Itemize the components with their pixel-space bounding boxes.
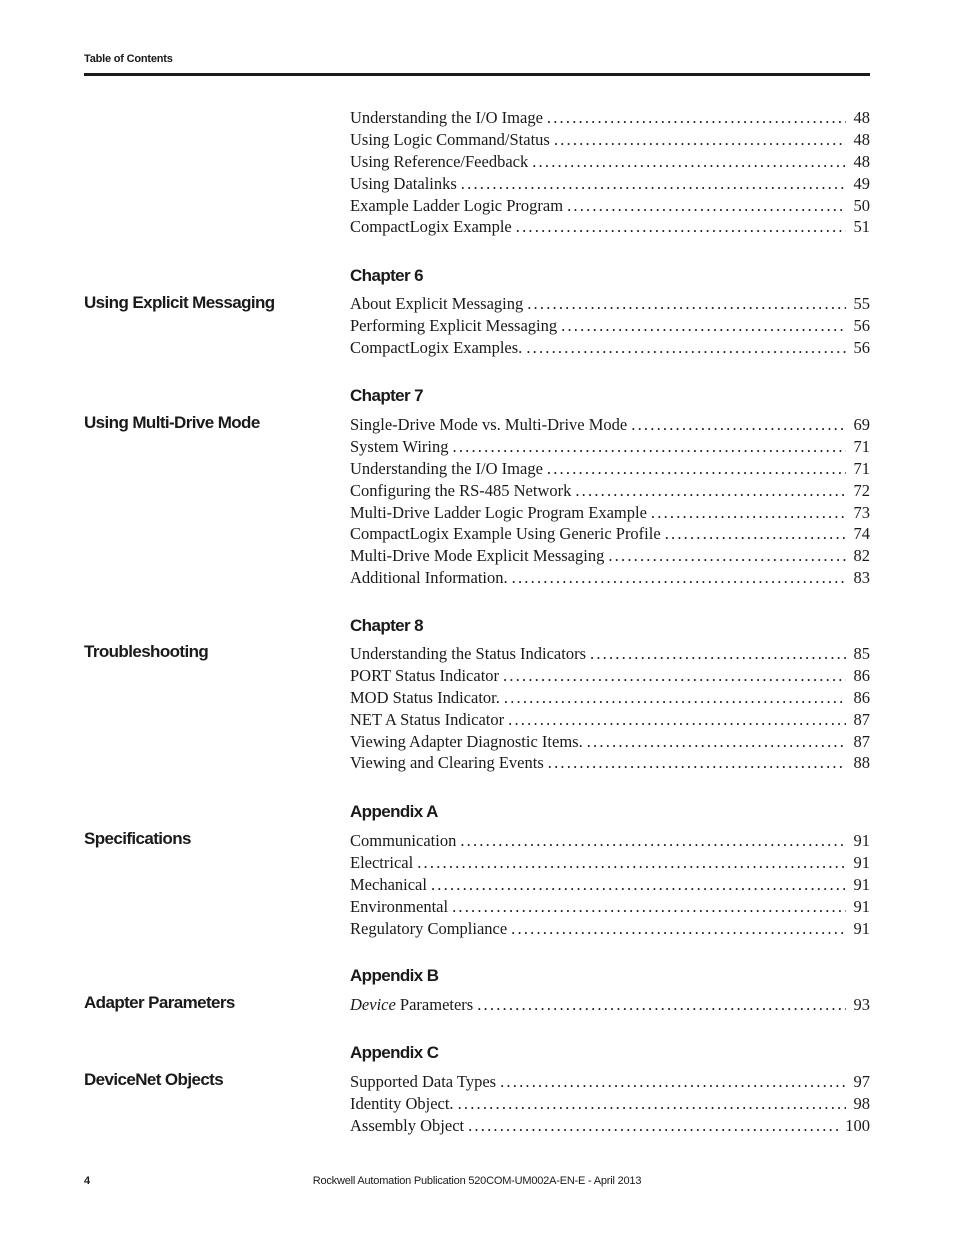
toc-entry-page: 82	[853, 546, 870, 566]
toc-entry-title: Multi-Drive Ladder Logic Program Example	[350, 502, 647, 522]
toc-entry[interactable]	[350, 195, 870, 217]
toc-leader-dots	[431, 874, 846, 896]
toc-leader-dots	[460, 830, 846, 852]
toc-entry[interactable]	[350, 1115, 870, 1137]
toc-leader-dots	[512, 567, 846, 589]
toc-entry[interactable]	[350, 665, 870, 687]
toc-entry-page: 86	[853, 687, 870, 707]
toc-leader-dots	[651, 502, 846, 524]
toc-entry-title: Mechanical	[350, 874, 427, 894]
toc-entry-page: 49	[853, 173, 870, 193]
toc-leader-dots	[511, 918, 846, 940]
toc-leader-dots	[500, 1071, 846, 1093]
toc-chapter-7-list	[350, 414, 870, 589]
toc-entry-page: 48	[853, 129, 870, 149]
toc-leader-dots	[477, 994, 846, 1016]
toc-entry-title: Using Reference/Feedback	[350, 151, 529, 171]
toc-entry[interactable]	[350, 643, 870, 665]
chapter-label: Chapter 7	[350, 386, 424, 405]
toc-entry-title: Understanding the I/O Image	[350, 108, 543, 127]
chapter-label: Appendix B	[350, 966, 439, 985]
toc-entry[interactable]	[350, 436, 870, 458]
toc-entry[interactable]	[350, 1071, 870, 1093]
toc-entry-page: 48	[853, 108, 870, 127]
toc-leader-dots	[461, 173, 846, 195]
header-rule	[84, 73, 870, 76]
toc-entry[interactable]	[350, 129, 870, 151]
toc-entry[interactable]	[350, 151, 870, 173]
section-title[interactable]: Using Multi-Drive Mode	[84, 413, 260, 432]
toc-entry-title: Configuring the RS-485 Network	[350, 480, 572, 500]
toc-entry-title: Additional Information.	[350, 568, 508, 588]
toc-entry-page: 91	[853, 831, 870, 850]
toc-entry-page: 93	[853, 995, 870, 1014]
toc-entry-title: Environmental	[350, 896, 449, 916]
toc-leader-dots	[458, 1093, 846, 1115]
toc-entry[interactable]	[350, 315, 870, 337]
toc-entry-title: Electrical	[350, 852, 414, 872]
toc-leader-dots	[587, 731, 846, 753]
toc-entry-page: 85	[853, 644, 870, 663]
toc-entry-title: NET A Status Indicator	[350, 709, 505, 729]
toc-entry[interactable]	[350, 874, 870, 896]
toc-leader-dots	[575, 480, 846, 502]
section-title[interactable]: Using Explicit Messaging	[84, 293, 275, 312]
section-title[interactable]: Troubleshooting	[84, 642, 209, 661]
toc-entry-page: 73	[853, 502, 870, 522]
toc-entry[interactable]	[350, 830, 870, 852]
toc-leader-dots	[547, 458, 846, 480]
toc-entry[interactable]	[350, 216, 870, 238]
toc-leader-dots	[527, 293, 846, 315]
toc-entry-title: Single-Drive Mode vs. Multi-Drive Mode	[350, 415, 628, 434]
toc-entry-page: 87	[853, 731, 870, 751]
toc-entry-title-rest: Parameters	[395, 995, 474, 1014]
toc-appendix-a-list	[350, 830, 870, 939]
toc-entry[interactable]	[350, 293, 870, 315]
toc-entry-page: 71	[853, 436, 870, 456]
toc-leader-dots	[516, 216, 846, 238]
toc-entry[interactable]	[350, 731, 870, 753]
toc-leader-dots	[548, 752, 846, 774]
toc-entry[interactable]	[350, 107, 870, 129]
toc-entry-title: Using Logic Command/Status	[350, 129, 550, 149]
toc-entry-page: 83	[853, 568, 870, 588]
toc-entry[interactable]	[350, 458, 870, 480]
toc-leader-dots	[503, 665, 846, 687]
toc-entry[interactable]	[350, 414, 870, 436]
toc-entry-title: Communication	[350, 831, 457, 850]
toc-leader-dots	[608, 545, 846, 567]
toc-appendix-b-list	[350, 994, 870, 1016]
toc-leader-dots	[508, 709, 846, 731]
toc-entry-page: 98	[853, 1093, 870, 1113]
toc-entry-page: 48	[853, 151, 870, 171]
toc-leader-dots	[590, 643, 846, 665]
toc-entry[interactable]	[350, 567, 870, 589]
toc-entry[interactable]	[350, 752, 870, 774]
toc-entry[interactable]	[350, 709, 870, 731]
toc-leader-dots	[547, 107, 846, 129]
section-title[interactable]: Specifications	[84, 829, 191, 848]
toc-entry-title: Performing Explicit Messaging	[350, 315, 558, 335]
toc-entry-page: 56	[853, 315, 870, 335]
toc-entry[interactable]	[350, 994, 870, 1016]
chapter-label: Appendix A	[350, 802, 438, 821]
toc-leader-dots	[532, 151, 846, 173]
toc-entry-page: 50	[853, 195, 870, 215]
page-number: 4	[84, 1175, 91, 1187]
toc-chapter-6-list	[350, 293, 870, 359]
toc-entry[interactable]	[350, 480, 870, 502]
toc-entry-page: 56	[853, 337, 870, 357]
toc-entry-page: 91	[853, 918, 870, 938]
toc-entry[interactable]	[350, 852, 870, 874]
publication-footer: Rockwell Automation Publication 520COM-UM002A-EN-E - April 2013	[312, 1175, 642, 1187]
toc-entry-title: Understanding the I/O Image	[350, 458, 543, 478]
toc-entry-page: 87	[853, 709, 870, 729]
toc-entry-page: 97	[853, 1072, 870, 1091]
chapter-label: Chapter 8	[350, 616, 424, 635]
toc-entry-page: 69	[853, 415, 870, 434]
toc-entry-title: CompactLogix Examples.	[350, 337, 523, 357]
toc-entry-title: MOD Status Indicator.	[350, 687, 500, 707]
toc-entry[interactable]	[350, 545, 870, 567]
toc-entry[interactable]	[350, 502, 870, 524]
toc-entry[interactable]	[350, 1093, 870, 1115]
toc-entry-title: PORT Status Indicator	[350, 665, 500, 685]
toc-leader-dots	[504, 687, 846, 709]
toc-entry-page: 74	[853, 524, 870, 544]
toc-chapter-8-list	[350, 643, 870, 774]
header-label: Table of Contents	[84, 53, 173, 65]
toc-entry-page: 72	[853, 480, 870, 500]
toc-entry-title: About Explicit Messaging	[350, 294, 524, 313]
toc-entry-title: Using Datalinks	[350, 173, 457, 193]
toc-leader-dots	[554, 129, 846, 151]
toc-leader-dots	[417, 852, 846, 874]
toc-entry-page: 51	[853, 217, 870, 237]
toc-entry-page: 91	[853, 852, 870, 872]
toc-leader-dots	[526, 337, 846, 359]
toc-entry-title: Viewing Adapter Diagnostic Items.	[350, 731, 583, 751]
toc-entry-title: System Wiring	[350, 436, 449, 456]
toc-entry-title-italic: Device	[350, 995, 396, 1014]
toc-entry-title: Regulatory Compliance	[350, 918, 508, 938]
toc-entry-title: Understanding the Status Indicators	[350, 644, 586, 663]
toc-entry-page: 55	[853, 294, 870, 313]
toc-entry[interactable]	[350, 337, 870, 359]
toc-appendix-c-list	[350, 1071, 870, 1137]
toc-intro-list	[350, 107, 870, 238]
toc-entry[interactable]	[350, 523, 870, 545]
toc-entry-title	[350, 994, 473, 1016]
toc-entry-page: 91	[853, 896, 870, 916]
chapter-label: Chapter 6	[350, 266, 424, 285]
toc-leader-dots	[665, 523, 846, 545]
toc-leader-dots	[567, 195, 846, 217]
toc-leader-dots	[631, 414, 846, 436]
toc-leader-dots	[452, 896, 846, 918]
toc-entry[interactable]	[350, 173, 870, 195]
toc-entry-title: Example Ladder Logic Program	[350, 195, 564, 215]
chapter-label: Appendix C	[350, 1043, 439, 1062]
toc-entry-page: 71	[853, 458, 870, 478]
toc-leader-dots	[468, 1115, 839, 1137]
toc-entry-title: Identity Object.	[350, 1093, 454, 1113]
section-title[interactable]: DeviceNet Objects	[84, 1070, 224, 1089]
toc-entry-page: 91	[853, 874, 870, 894]
toc-entry-title: Multi-Drive Mode Explicit Messaging	[350, 546, 605, 566]
toc-leader-dots	[561, 315, 846, 337]
toc-entry[interactable]	[350, 896, 870, 918]
toc-entry-title: Supported Data Types	[350, 1072, 497, 1091]
toc-entry-page: 86	[853, 665, 870, 685]
toc-entry-page: 100	[845, 1115, 870, 1135]
toc-entry-title: CompactLogix Example Using Generic Profile	[350, 524, 661, 544]
toc-entry-title: Assembly Object	[350, 1115, 465, 1135]
toc-entry[interactable]	[350, 687, 870, 709]
toc-entry-title: Viewing and Clearing Events	[350, 753, 544, 773]
toc-entry-page: 88	[853, 753, 870, 773]
toc-leader-dots	[453, 436, 847, 458]
section-title[interactable]: Adapter Parameters	[84, 993, 235, 1012]
toc-entry-title: CompactLogix Example	[350, 217, 512, 237]
toc-entry[interactable]	[350, 918, 870, 940]
